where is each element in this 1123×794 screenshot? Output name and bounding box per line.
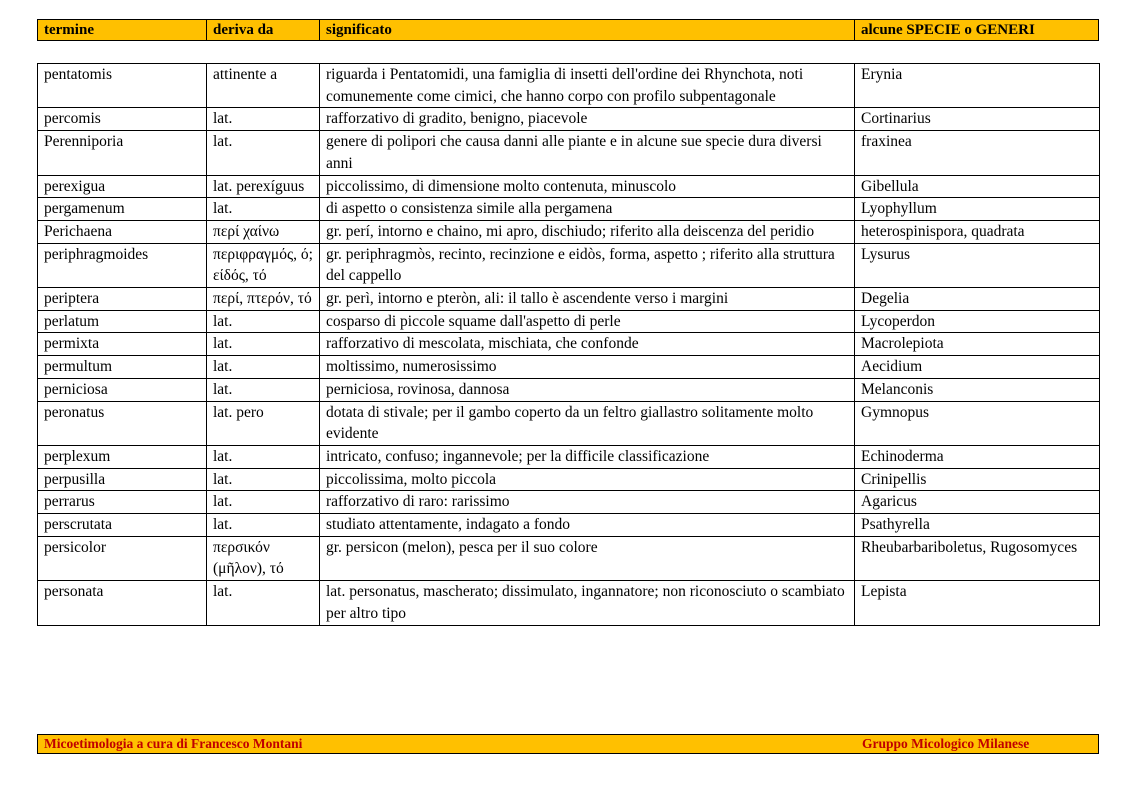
- cell-termine: perexigua: [38, 175, 207, 198]
- table-row: [38, 310, 1100, 333]
- cell-deriva: περιφραγμός, ό; είδός, τό: [207, 243, 320, 287]
- cell-specie: Psathyrella: [855, 514, 1100, 537]
- cell-specie: Lepista: [855, 581, 1100, 625]
- table-row: [38, 243, 1100, 287]
- cell-termine: perniciosa: [38, 378, 207, 401]
- cell-significato: rafforzativo di raro: rarissimo: [320, 491, 855, 514]
- table-row: [38, 108, 1100, 131]
- cell-deriva: lat.: [207, 468, 320, 491]
- cell-deriva: περί, πτερόν, τό: [207, 288, 320, 311]
- cell-termine: perlatum: [38, 310, 207, 333]
- table-row: [38, 288, 1100, 311]
- cell-deriva: lat.: [207, 356, 320, 379]
- cell-deriva: lat.: [207, 310, 320, 333]
- cell-significato: gr. periphragmòs, recinto, recinzione e eidòs, forma, aspetto ; riferito alla struttura del cappello: [320, 243, 855, 287]
- cell-termine: personata: [38, 581, 207, 625]
- glossary-table-body: [38, 64, 1100, 626]
- cell-termine: perrarus: [38, 491, 207, 514]
- cell-termine: perpusilla: [38, 468, 207, 491]
- table-row: [38, 445, 1100, 468]
- cell-significato: genere di polipori che causa danni alle piante e in alcune sue specie dura diversi anni: [320, 131, 855, 175]
- cell-specie: Melanconis: [855, 378, 1100, 401]
- glossary-table: [37, 63, 1100, 626]
- table-row: [38, 468, 1100, 491]
- cell-significato: piccolissima, molto piccola: [320, 468, 855, 491]
- cell-significato: intricato, confuso; ingannevole; per la difficile classificazione: [320, 445, 855, 468]
- cell-deriva: lat.: [207, 198, 320, 221]
- table-row: [38, 64, 1100, 108]
- cell-termine: periptera: [38, 288, 207, 311]
- header-band: [37, 19, 1099, 41]
- cell-specie: Cortinarius: [855, 108, 1100, 131]
- cell-specie: Lycoperdon: [855, 310, 1100, 333]
- cell-termine: perplexum: [38, 445, 207, 468]
- cell-significato: moltissimo, numerosissimo: [320, 356, 855, 379]
- footer-credit: Micoetimologia a cura di Francesco Montani: [44, 736, 303, 751]
- cell-significato: riguarda i Pentatomidi, una famiglia di insetti dell'ordine dei Rhynchota, noti comunemente come cimici, che hanno corpo con profilo subpentagonale: [320, 64, 855, 108]
- table-row: [38, 401, 1100, 445]
- table-row: [38, 536, 1100, 580]
- cell-termine: persicolor: [38, 536, 207, 580]
- cell-specie: heterospinispora, quadrata: [855, 220, 1100, 243]
- cell-significato: gr. perì, intorno e pteròn, ali: il tallo è ascendente verso i margini: [320, 288, 855, 311]
- cell-deriva: περί χαίνω: [207, 220, 320, 243]
- cell-specie: Gymnopus: [855, 401, 1100, 445]
- cell-termine: periphragmoides: [38, 243, 207, 287]
- cell-significato: perniciosa, rovinosa, dannosa: [320, 378, 855, 401]
- table-row: [38, 581, 1100, 625]
- cell-termine: pentatomis: [38, 64, 207, 108]
- table-row: [38, 514, 1100, 537]
- cell-specie: Lyophyllum: [855, 198, 1100, 221]
- cell-significato: gr. persicon (melon), pesca per il suo colore: [320, 536, 855, 580]
- cell-specie: Echinoderma: [855, 445, 1100, 468]
- cell-termine: permixta: [38, 333, 207, 356]
- cell-significato: rafforzativo di mescolata, mischiata, che confonde: [320, 333, 855, 356]
- cell-termine: pergamenum: [38, 198, 207, 221]
- table-row: [38, 175, 1100, 198]
- cell-deriva: lat.: [207, 581, 320, 625]
- footer-band: [37, 734, 1099, 754]
- cell-termine: perscrutata: [38, 514, 207, 537]
- cell-specie: Rheubarbariboletus, Rugosomyces: [855, 536, 1100, 580]
- table-row: [38, 198, 1100, 221]
- cell-deriva: lat.: [207, 378, 320, 401]
- cell-specie: Lysurus: [855, 243, 1100, 287]
- cell-specie: fraxinea: [855, 131, 1100, 175]
- cell-deriva: lat.: [207, 333, 320, 356]
- cell-significato: piccolissimo, di dimensione molto contenuta, minuscolo: [320, 175, 855, 198]
- cell-termine: peronatus: [38, 401, 207, 445]
- table-row: [38, 491, 1100, 514]
- cell-deriva: lat. perexíguus: [207, 175, 320, 198]
- cell-deriva: περσικόν (μῆλον), τό: [207, 536, 320, 580]
- cell-significato: gr. perí, intorno e chaino, mi apro, dischiudo; riferito alla deiscenza del peridio: [320, 220, 855, 243]
- cell-significato: lat. personatus, mascherato; dissimulato, ingannatore; non riconosciuto o scambiato per altro tipo: [320, 581, 855, 625]
- header-specie-generi: alcune SPECIE o GENERI: [854, 20, 1098, 40]
- cell-termine: percomis: [38, 108, 207, 131]
- cell-deriva: attinente a: [207, 64, 320, 108]
- cell-specie: Agaricus: [855, 491, 1100, 514]
- table-row: [38, 378, 1100, 401]
- cell-specie: Aecidium: [855, 356, 1100, 379]
- table-row: [38, 131, 1100, 175]
- cell-significato: studiato attentamente, indagato a fondo: [320, 514, 855, 537]
- cell-deriva: lat.: [207, 514, 320, 537]
- table-row: [38, 356, 1100, 379]
- cell-specie: Erynia: [855, 64, 1100, 108]
- cell-significato: di aspetto o consistenza simile alla pergamena: [320, 198, 855, 221]
- table-row: [38, 333, 1100, 356]
- cell-specie: Gibellula: [855, 175, 1100, 198]
- cell-deriva: lat. pero: [207, 401, 320, 445]
- header-termine: termine: [44, 22, 94, 38]
- cell-deriva: lat.: [207, 445, 320, 468]
- cell-deriva: lat.: [207, 131, 320, 175]
- header-deriva-da: deriva da: [206, 20, 319, 40]
- header-significato: significato: [319, 20, 854, 40]
- cell-termine: Perenniporia: [38, 131, 207, 175]
- cell-termine: Perichaena: [38, 220, 207, 243]
- cell-specie: Degelia: [855, 288, 1100, 311]
- table-row: [38, 220, 1100, 243]
- cell-deriva: lat.: [207, 108, 320, 131]
- cell-significato: cosparso di piccole squame dall'aspetto di perle: [320, 310, 855, 333]
- cell-specie: Crinipellis: [855, 468, 1100, 491]
- cell-specie: Macrolepiota: [855, 333, 1100, 356]
- cell-significato: rafforzativo di gradito, benigno, piacevole: [320, 108, 855, 131]
- cell-significato: dotata di stivale; per il gambo coperto da un feltro giallastro solitamente molto evidente: [320, 401, 855, 445]
- cell-deriva: lat.: [207, 491, 320, 514]
- cell-termine: permultum: [38, 356, 207, 379]
- footer-organization: Gruppo Micologico Milanese: [862, 736, 1030, 751]
